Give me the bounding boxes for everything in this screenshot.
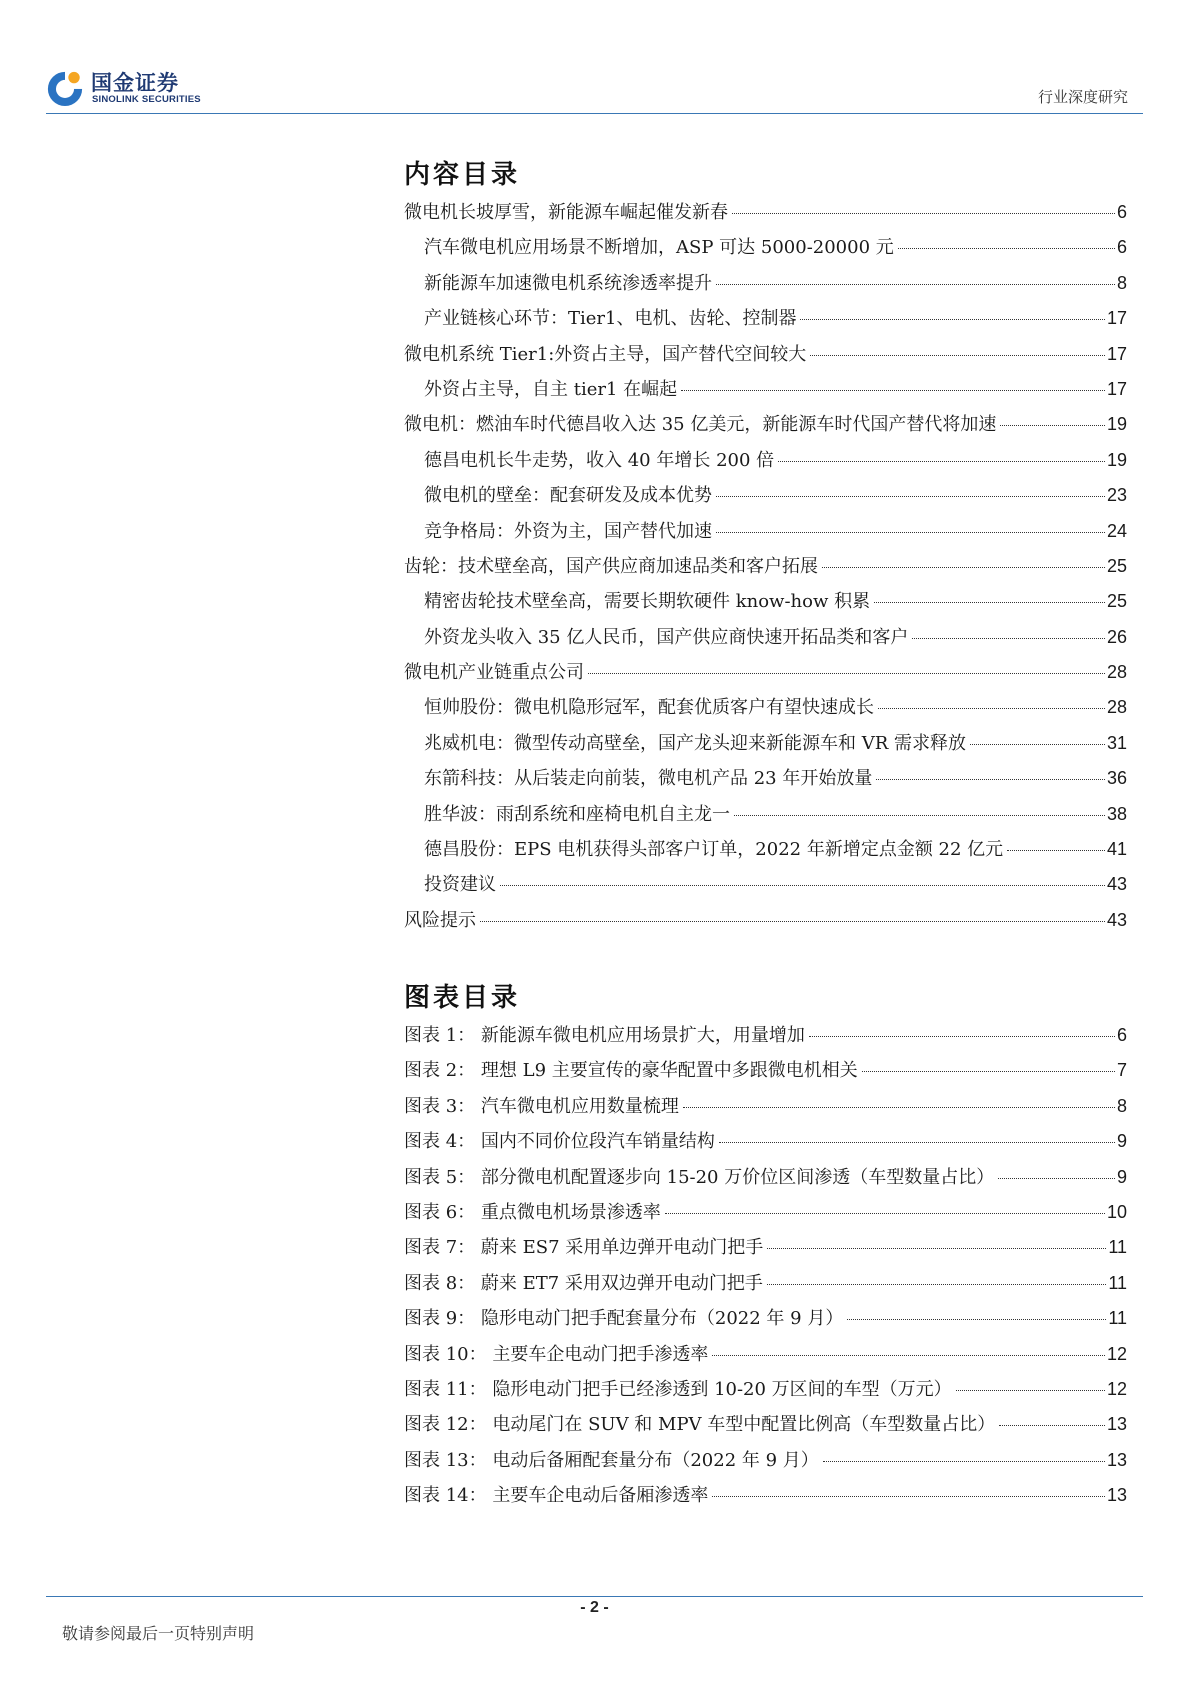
dot-leader (862, 1071, 1115, 1072)
toc-entry-text: 微电机长坡厚雪，新能源车崛起催发新春 (404, 202, 728, 223)
dot-leader (500, 885, 1105, 886)
toc-entry-text: 外资龙头收入 35 亿人民币，国产供应商快速开拓品类和客户 (424, 626, 909, 648)
figure-entry-page: 11 (1108, 1308, 1127, 1329)
toc-entry[interactable] (404, 446, 1127, 481)
dot-leader (809, 1036, 1115, 1037)
toc-entry-page: 6 (1116, 237, 1127, 258)
toc-entry[interactable] (404, 800, 1127, 835)
toc-entry-text: 德昌股份：EPS 电机获得头部客户订单，2022 年新增定点金额 22 亿元 (424, 839, 1004, 861)
logo-chinese-name: 国金证券 (91, 71, 179, 95)
dot-leader (732, 213, 1115, 214)
figure-entry-page: 8 (1116, 1095, 1127, 1116)
toc-entry[interactable] (404, 517, 1127, 552)
figure-entry-page: 12 (1106, 1378, 1127, 1399)
company-logo (46, 67, 216, 109)
dot-leader (999, 1425, 1105, 1426)
figure-entry-text: 图表 13： 电动后备厢配套量分布（2022 年 9 月） (404, 1449, 819, 1471)
figure-entry[interactable] (404, 1304, 1127, 1339)
toc-title: 内容目录 (404, 160, 521, 190)
toc-entry[interactable] (404, 269, 1127, 304)
figure-entry-page: 7 (1116, 1060, 1127, 1081)
dot-leader (878, 708, 1105, 709)
dot-leader (719, 1142, 1115, 1143)
toc-entry[interactable] (404, 906, 1127, 941)
dot-leader (874, 602, 1105, 603)
figure-list-title: 图表目录 (404, 983, 521, 1013)
toc-entry[interactable] (404, 658, 1127, 693)
footer-divider (46, 1596, 1143, 1597)
toc-entry[interactable] (404, 870, 1127, 905)
toc-entry-text: 新能源车加速微电机系统渗透率提升 (424, 272, 712, 294)
figure-entry-page: 6 (1116, 1025, 1127, 1045)
dot-leader (898, 248, 1115, 249)
figure-entry[interactable] (404, 1127, 1127, 1162)
dot-leader (712, 1496, 1105, 1497)
dot-leader (800, 319, 1104, 320)
toc-entry[interactable] (404, 835, 1127, 870)
toc-entry[interactable] (404, 340, 1127, 375)
figure-entry[interactable] (404, 1269, 1127, 1304)
figure-entry-page: 11 (1108, 1272, 1127, 1293)
logo-english-name: SINOLINK SECURITIES (92, 94, 201, 105)
dot-leader (716, 496, 1105, 497)
toc-entry-page: 8 (1116, 272, 1127, 293)
toc-entry-text: 汽车微电机应用场景不断增加，ASP 可达 5000-20000 元 (424, 237, 894, 259)
figure-entry[interactable] (404, 1163, 1127, 1198)
toc-entry-page: 19 (1106, 449, 1127, 470)
dot-leader (712, 1355, 1105, 1356)
figure-list-section (404, 978, 1127, 1516)
toc-entry-page: 38 (1106, 803, 1127, 824)
dot-leader (956, 1390, 1105, 1391)
toc-entry-text: 产业链核心环节：Tier1、电机、齿轮、控制器 (424, 308, 797, 330)
dot-leader (876, 779, 1105, 780)
toc-entry-page: 31 (1106, 732, 1127, 753)
figure-entry-page: 12 (1106, 1343, 1127, 1364)
toc-entry-page: 17 (1106, 378, 1127, 399)
dot-leader (734, 815, 1105, 816)
toc-entry[interactable] (404, 481, 1127, 516)
figure-entry-text: 图表 10： 主要车企电动门把手渗透率 (404, 1343, 709, 1365)
toc-entry-text: 外资占主导，自主 tier1 在崛起 (424, 378, 678, 400)
dot-leader (810, 355, 1105, 356)
figure-entry[interactable] (404, 1481, 1127, 1516)
figure-entry-text: 图表 12： 电动尾门在 SUV 和 MPV 车型中配置比例高（车型数量占比） (404, 1414, 996, 1436)
page-number: - 2 - (580, 1599, 609, 1616)
toc-entry-text: 微电机系统 Tier1:外资占主导，国产替代空间较大 (404, 343, 807, 365)
figure-entry-page: 13 (1106, 1485, 1127, 1506)
toc-entry-page: 43 (1106, 874, 1127, 895)
toc-entry-page: 19 (1106, 414, 1127, 435)
dot-leader (716, 284, 1115, 285)
figure-entry-text: 图表 1： 新能源车微电机应用场景扩大，用量增加 (404, 1025, 805, 1046)
figure-entry[interactable] (404, 1410, 1127, 1445)
dot-leader (998, 1178, 1115, 1179)
toc-entry-text: 微电机产业链重点公司 (404, 662, 584, 684)
dot-leader (970, 744, 1105, 745)
toc-entry-page: 17 (1106, 343, 1127, 364)
figure-entry-page: 13 (1106, 1449, 1127, 1470)
toc-entry[interactable] (404, 729, 1127, 764)
header-divider (46, 113, 1143, 114)
toc-entry-text: 竞争格局：外资为主，国产替代加速 (424, 520, 712, 542)
toc-entry-page: 41 (1106, 839, 1127, 860)
figure-entry-text: 图表 3： 汽车微电机应用数量梳理 (404, 1095, 679, 1117)
figure-entry-text: 图表 14： 主要车企电动后备厢渗透率 (404, 1485, 709, 1507)
dot-leader (767, 1248, 1106, 1249)
toc-entry-text: 兆威机电：微型传动高壁垒，国产龙头迎来新能源车和 VR 需求释放 (424, 732, 966, 754)
figure-entry[interactable] (404, 1092, 1127, 1127)
sinolink-logo-icon (46, 69, 84, 107)
toc-entry[interactable] (404, 764, 1127, 799)
dot-leader (716, 532, 1105, 533)
dot-leader (767, 1284, 1106, 1285)
toc-entry-text: 德昌电机长牛走势，收入 40 年增长 200 倍 (424, 449, 775, 471)
dot-leader (822, 567, 1105, 568)
figure-entry-text: 图表 6： 重点微电机场景渗透率 (404, 1201, 661, 1223)
figure-entry[interactable] (404, 1233, 1127, 1268)
dot-leader (847, 1319, 1106, 1320)
dot-leader (823, 1461, 1105, 1462)
figure-entry-text: 图表 8： 蔚来 ET7 采用双边弹开电动门把手 (404, 1272, 763, 1294)
dot-leader (778, 461, 1105, 462)
toc-entry-page: 25 (1106, 591, 1127, 612)
figure-entry-page: 13 (1106, 1414, 1127, 1435)
toc-entry-page: 26 (1106, 626, 1127, 647)
toc-entry-page: 25 (1106, 555, 1127, 576)
figure-entry-text: 图表 9： 隐形电动门把手配套量分布（2022 年 9 月） (404, 1308, 844, 1330)
toc-entry-text: 风险提示 (404, 909, 476, 931)
toc-entry-page: 6 (1116, 202, 1127, 222)
figure-entry[interactable] (404, 1056, 1127, 1091)
toc-entry[interactable] (404, 198, 1127, 233)
toc-entry[interactable] (404, 552, 1127, 587)
toc-entry-text: 投资建议 (424, 874, 496, 896)
figure-entry[interactable] (404, 1375, 1127, 1410)
dot-leader (665, 1213, 1105, 1214)
figure-entry[interactable] (404, 1340, 1127, 1375)
report-type-label: 行业深度研究 (1037, 88, 1128, 106)
dot-leader (1007, 850, 1105, 851)
dot-leader (683, 1107, 1115, 1108)
toc-entry[interactable] (404, 233, 1127, 268)
toc-entry-page: 28 (1106, 697, 1127, 718)
figure-entry-text: 图表 5： 部分微电机配置逐步向 15-20 万价位区间渗透（车型数量占比） (404, 1166, 995, 1188)
dot-leader (912, 638, 1105, 639)
figure-entry-page: 11 (1108, 1237, 1127, 1258)
figure-entry-page: 9 (1116, 1166, 1127, 1187)
dot-leader (1000, 425, 1105, 426)
toc-entry-page: 43 (1106, 909, 1127, 930)
figure-entry-text: 图表 4： 国内不同价位段汽车销量结构 (404, 1131, 715, 1153)
figure-entry[interactable] (404, 1198, 1127, 1233)
toc-entry[interactable] (404, 693, 1127, 728)
figure-entry[interactable] (404, 1446, 1127, 1481)
toc-entry[interactable] (404, 410, 1127, 445)
toc-entry-text: 东箭科技：从后装走向前装，微电机产品 23 年开始放量 (424, 768, 873, 790)
toc-entry-page: 36 (1106, 768, 1127, 789)
toc-entry-text: 齿轮：技术壁垒高，国产供应商加速品类和客户拓展 (404, 555, 818, 577)
toc-entry-text: 精密齿轮技术壁垒高，需要长期软硬件 know-how 积累 (424, 591, 871, 613)
figure-entry-page: 9 (1116, 1131, 1127, 1152)
footer-disclaimer: 敬请参阅最后一页特别声明 (62, 1624, 255, 1643)
toc-entry-page: 17 (1106, 308, 1127, 329)
figure-entry-text: 图表 11： 隐形电动门把手已经渗透到 10-20 万区间的车型（万元） (404, 1378, 952, 1400)
dot-leader (588, 673, 1105, 674)
toc-entry[interactable] (404, 623, 1127, 658)
toc-entry-page: 24 (1106, 520, 1127, 541)
toc-entry-text: 微电机：燃油车时代德昌收入达 35 亿美元，新能源车时代国产替代将加速 (404, 414, 997, 436)
figure-entry-page: 10 (1106, 1201, 1127, 1222)
toc-entry-page: 28 (1106, 662, 1127, 683)
figure-entry-text: 图表 2： 理想 L9 主要宣传的豪华配置中多跟微电机相关 (404, 1060, 858, 1082)
figure-entry[interactable] (404, 1021, 1127, 1056)
toc-section (404, 155, 1127, 941)
toc-list (404, 198, 1127, 941)
toc-entry-text: 微电机的壁垒：配套研发及成本优势 (424, 485, 712, 507)
toc-entry[interactable] (404, 587, 1127, 622)
toc-entry-page: 23 (1106, 485, 1127, 506)
dot-leader (681, 390, 1105, 391)
toc-entry[interactable] (404, 304, 1127, 339)
figure-list (404, 1021, 1127, 1516)
toc-entry-text: 恒帅股份：微电机隐形冠军，配套优质客户有望快速成长 (424, 697, 874, 719)
dot-leader (480, 921, 1105, 922)
figure-entry-text: 图表 7： 蔚来 ES7 采用单边弹开电动门把手 (404, 1237, 764, 1259)
toc-entry[interactable] (404, 375, 1127, 410)
toc-entry-text: 胜华波：雨刮系统和座椅电机自主龙一 (424, 803, 730, 825)
